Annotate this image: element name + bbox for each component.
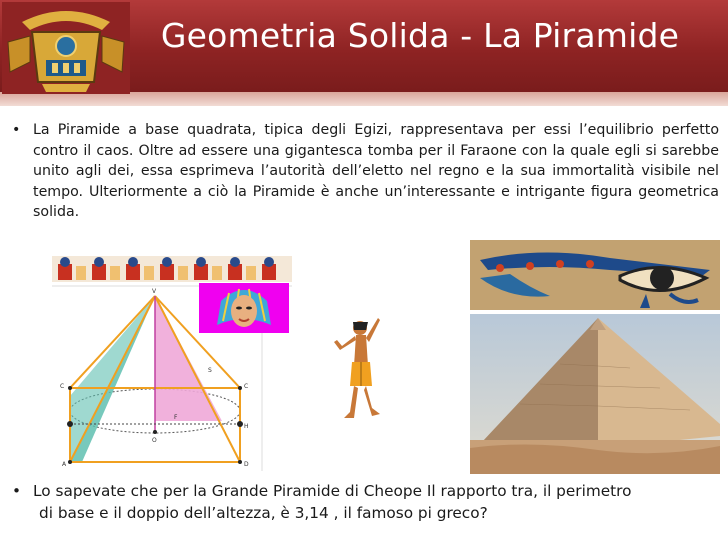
label-h: H <box>244 423 249 430</box>
label-d: D <box>244 461 249 468</box>
bullet-marker: • <box>12 482 22 500</box>
slide-title: Geometria Solida - La Piramide <box>160 16 680 55</box>
label-a: A <box>62 461 67 468</box>
egyptian-emblem-logo <box>2 2 130 94</box>
bullet-marker: • <box>12 122 21 138</box>
label-s: S <box>208 367 212 374</box>
pharaoh-face-image <box>199 283 289 333</box>
label-c-left: C <box>60 383 65 390</box>
bullet-text-line-1: Lo sapevate che per la Grande Piramide di Cheope Il rapporto tra, il perimetro <box>33 482 632 500</box>
bullet-pyramid-description <box>12 120 719 223</box>
egyptian-dancer-figure <box>328 308 390 428</box>
bullet-text-line-2: di base e il doppio dell’altezza, è 3,14 , il famoso pi greco? <box>39 504 488 522</box>
header-band <box>0 92 728 106</box>
label-v: V <box>152 288 157 295</box>
bullet-text: La Piramide a base quadrata, tipica degli Egizi, rappresentava per essi l’equilibrio perfetto contro il caos. Oltre ad essere una gigantesca tomba per il Faraone con la quale egli si sarebbe unito agli dei, essa esprimeva l’autorità dell’eletto nel regno e la sua immortalità visibile nel tempo. Ulteriormente a ciò la Piramide è anche un’interessante e intrigante figura geometrica solida. <box>33 122 719 220</box>
label-f: F <box>174 414 178 421</box>
great-pyramid-photo <box>470 314 720 474</box>
label-o: O <box>152 437 157 444</box>
eye-of-horus-image <box>470 240 720 310</box>
bullet-pi-fact <box>12 480 723 524</box>
label-c-right: C <box>244 383 249 390</box>
